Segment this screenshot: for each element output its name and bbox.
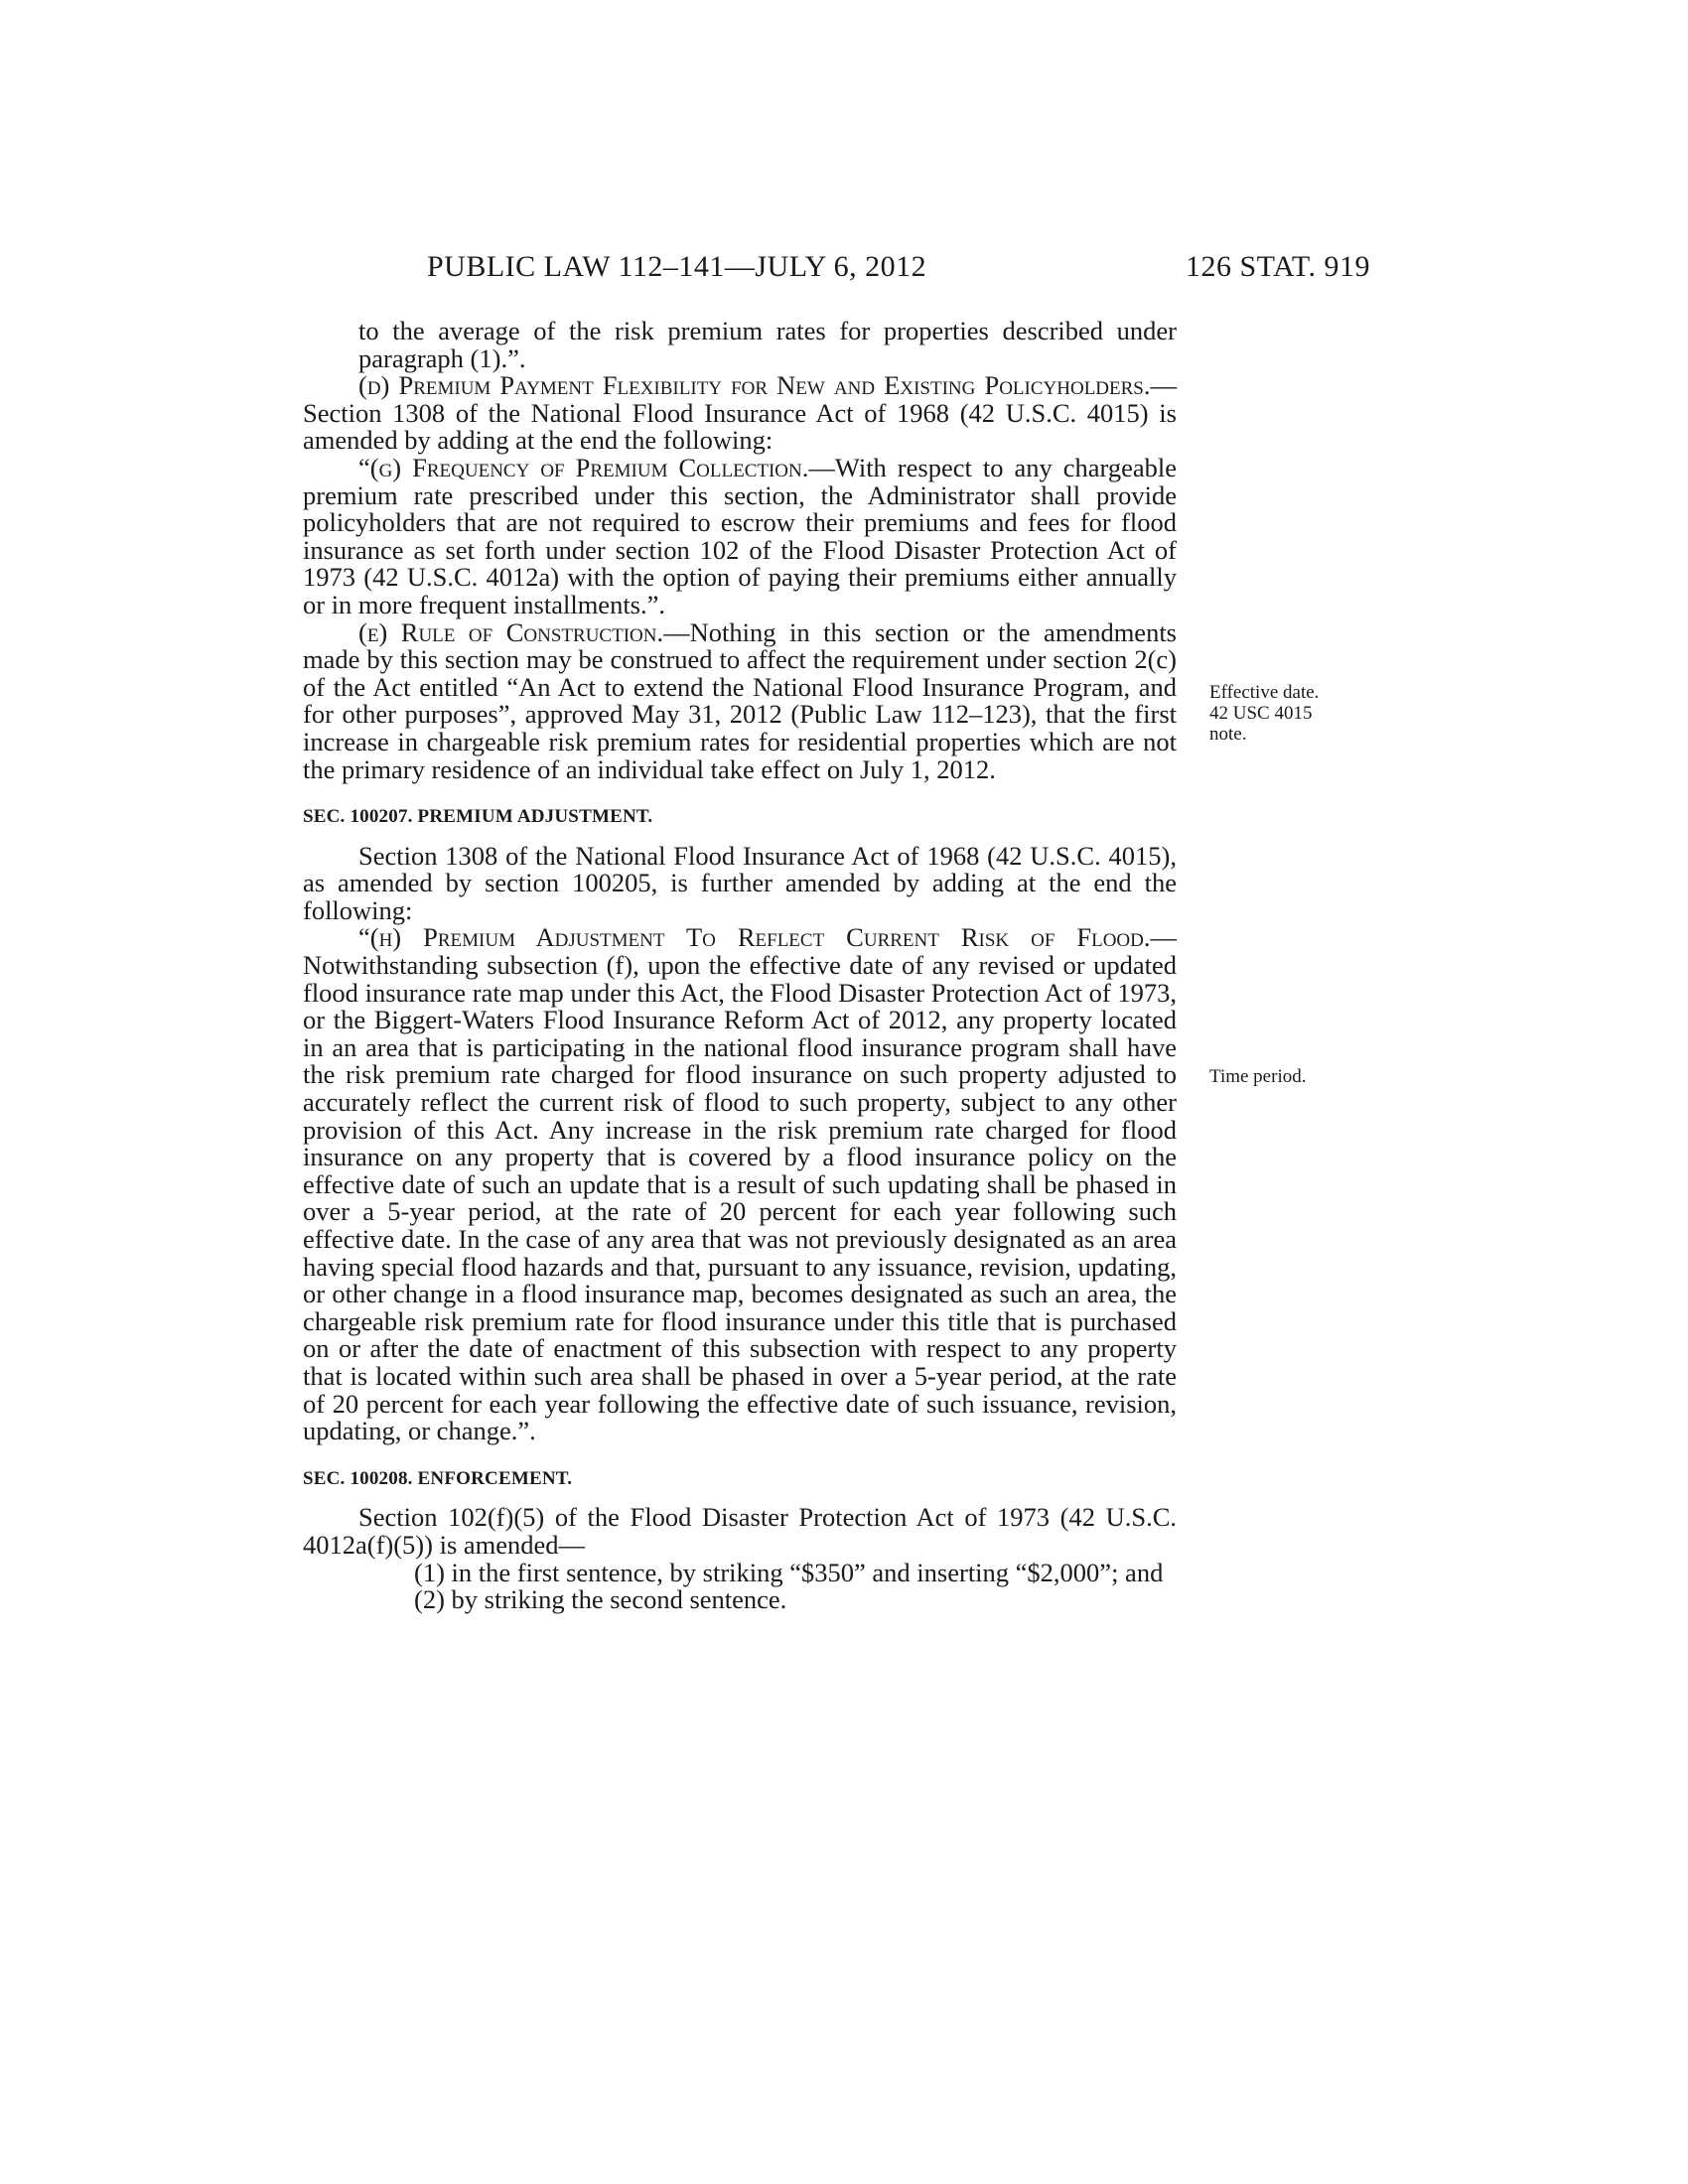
subsection-d [303,372,1177,455]
continuation-paragraph: to the average of the risk premium rates for properties described under paragraph (1).”. [358,316,1177,373]
list-item-2: (2) by striking the second sentence. [414,1584,787,1615]
margin-note-usc: 42 USC 4015 [1209,703,1313,724]
subsection-h [303,924,1177,1444]
margin-note-time-period-label: Time period. [1209,1066,1307,1087]
subsection-g-heading: “(g) Frequency of Premium Collection. [358,452,809,482]
section-100208-text: Section 102(f)(5) of the Flood Disaster Protection Act of 1973 (42 U.S.C. 4012a(f)(5)) is amended— [303,1502,1177,1560]
section-100207-text: Section 1308 of the National Flood Insurance Act of 1968 (42 U.S.C. 4015), as amended by section 100205, is further amended by adding at the end the following: [303,840,1177,925]
subsection-e-text: —Nothing in this section or the amendments made by this section may be construed to affect the requirement under section 2(c) of the Act entitled “An Act to extend the National Flood Insurance Program, and for other purposes”, approved May 31, 2012 (Public Law 112–123), that the first increase in chargeable risk premium rates for residential properties which are not the primary residence of an individual take effect on July 1, 2012. [303,616,1177,784]
subsection-h-heading: “(h) Premium Adjustment To Reflect Current Risk of Flood. [358,922,1151,953]
margin-note-effective-label: Effective date. [1209,682,1320,703]
section-100208-heading: SEC. 100208. ENFORCEMENT. [303,1467,573,1489]
subsection-h-text: —Notwithstanding subsection (f), upon the effective date of any revised or updated flood insurance rate map under this Act, the Flood Disaster Protection Act of 1973, or the Biggert-Waters Flood Insurance Reform Act of 2012, any property located in an area that is participating in the national flood insurance program shall have the risk premium rate charged for flood insurance on such property adjusted to accurately reflect the current risk of flood to such property, subject to any other provision of this Act. Any increase in the risk premium rate charged for flood insurance on any property that is covered by a flood insurance policy on the effective date of such an update that is a result of such updating shall be phased in over a 5-year period, at the rate of 20 percent for each year following such effective date. In the case of any area that was not previously designated as an area having special flood hazards and that, pursuant to any issuance, revision, updating, or other change in a flood insurance map, becomes designated as such an area, the chargeable risk premium rate for flood insurance under this title that is purchased on or after the date of enactment of this subsection with respect to any property that is located within such area shall be phased in over a 5-year period, at the rate of 20 percent for each year following the effective date of such issuance, revision, updating, or change.”. [303,922,1177,1446]
stat-page-number: 126 STAT. 919 [1185,250,1370,283]
subsection-g-text: —With respect to any chargeable premium rate prescribed under this section, the Administrator shall provide policyholders that are not required to escrow their premiums and fees for flood insurance as set forth under section 102 of the Flood Disaster Protection Act of 1973 (42 U.S.C. 4012a) with the option of paying their premiums either annually or in more frequent installments.”. [303,452,1178,619]
subsection-d-text: —Section 1308 of the National Flood Insurance Act of 1968 (42 U.S.C. 4015) is amended by adding at the end the following: [303,370,1177,456]
document-body [303,318,1177,1614]
running-head [427,250,1370,290]
subsection-e [303,616,1177,784]
margin-note-effective-date [1209,682,1348,745]
list-item-1: (1) in the first sentence, by striking “$350” and inserting “$2,000”; and [414,1557,1164,1587]
law-title: PUBLIC LAW 112–141—JULY 6, 2012 [427,250,927,283]
section-100207-heading: SEC. 100207. PREMIUM ADJUSTMENT. [303,806,653,828]
subsection-g [303,452,1178,619]
margin-note-time-period [1209,1066,1348,1087]
subsection-e-heading: (e) Rule of Construction. [358,616,664,647]
margin-note-note: note. [1209,724,1247,745]
subsection-d-heading: (d) Premium Payment Flexibility for New and Existing Policyholders. [358,370,1151,401]
